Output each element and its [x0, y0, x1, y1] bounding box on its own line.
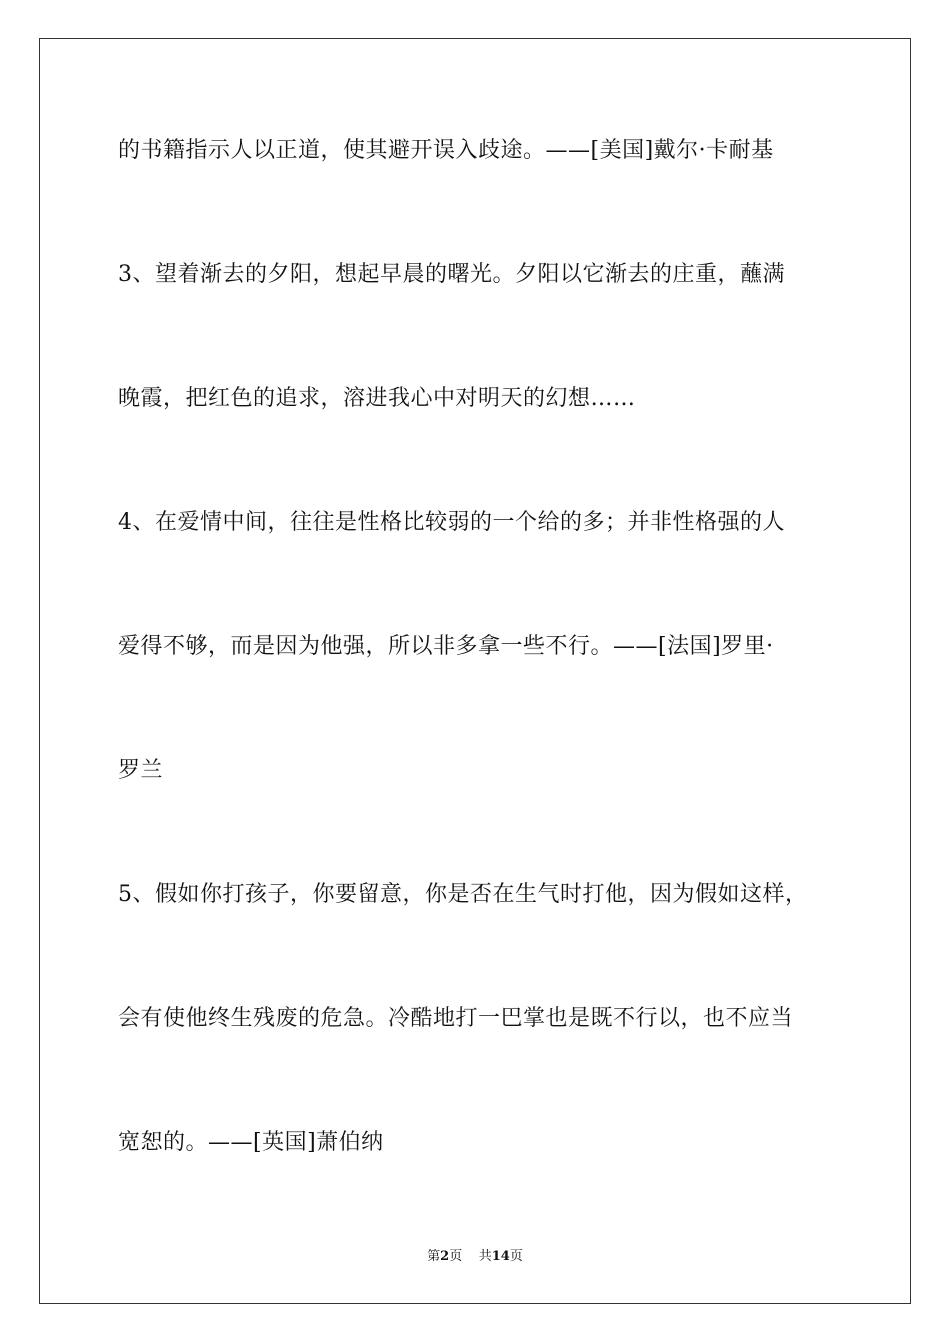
text-line-8: 会有使他终生残废的危急。冷酷地打一巴掌也是既不行以，也不应当	[118, 1006, 794, 1031]
text-line-5: 爱得不够，而是因为他强，所以非多拿一些不行。——[法国]罗里·	[118, 634, 774, 659]
text-line-1: 的书籍指示人以正道，使其避开误入歧途。——[美国]戴尔·卡耐基	[118, 138, 774, 163]
footer-total-prefix: 共	[478, 1249, 492, 1264]
text-line-6: 罗兰	[118, 758, 164, 783]
footer-total-pages: 14	[491, 1249, 510, 1264]
page-footer	[0, 1248, 950, 1266]
footer-total-suffix: 页	[509, 1249, 523, 1264]
page-frame	[39, 38, 911, 1304]
text-line-4: 4、在爱情中间，往往是性格比较弱的一个给的多；并非性格强的人	[118, 510, 785, 535]
footer-page-suffix: 页	[449, 1249, 463, 1264]
text-line-7: 5、假如你打孩子，你要留意，你是否在生气时打他，因为假如这样，	[118, 882, 808, 907]
footer-page-prefix: 第	[427, 1249, 441, 1264]
text-line-9: 宽恕的。——[英国]萧伯纳	[118, 1130, 384, 1155]
footer-page-number: 2	[440, 1249, 450, 1264]
text-line-3: 晚霞，把红色的追求，溶进我心中对明天的幻想……	[118, 386, 636, 411]
text-line-2: 3、望着渐去的夕阳，想起早晨的曙光。夕阳以它渐去的庄重，蘸满	[118, 262, 785, 287]
